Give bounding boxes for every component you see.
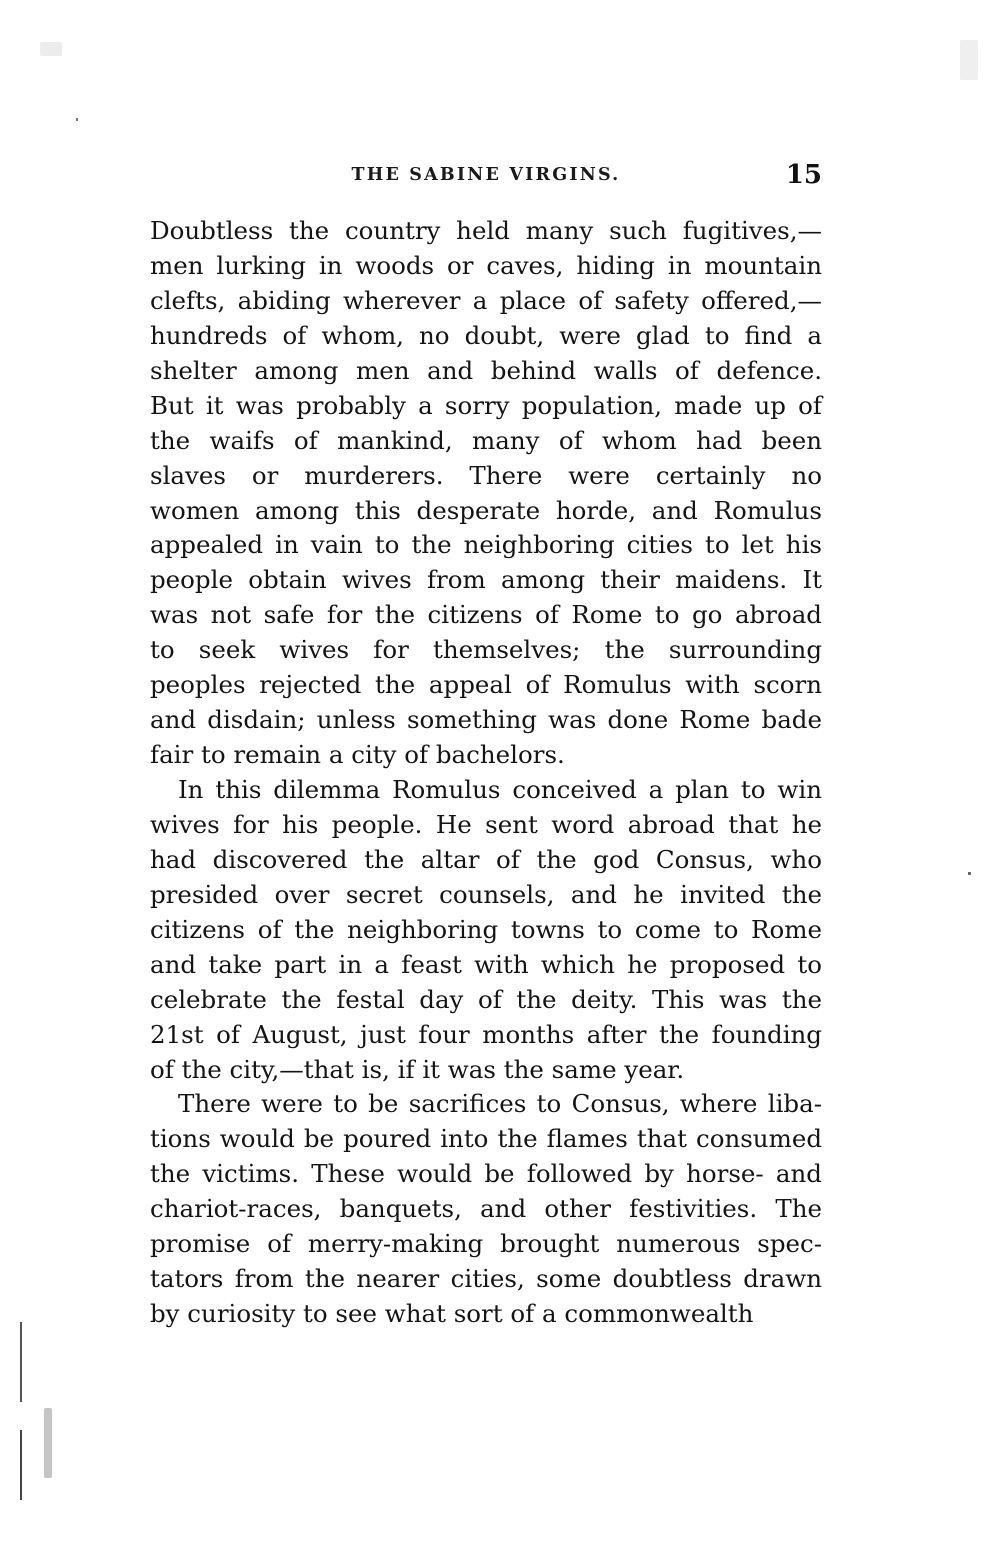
- scan-line-mark: [20, 1322, 22, 1402]
- scan-dot: [968, 872, 971, 875]
- text-line: by curiosity to see what sort of a commonwealth: [150, 1299, 754, 1329]
- text-line: men lurking in woods or caves, hiding in mountain: [150, 250, 822, 280]
- text-line: fair to remain a city of bachelors.: [150, 740, 565, 770]
- text-line: There were to be sacrifices to Consus, where liba-: [178, 1089, 822, 1119]
- text-line: shelter among men and behind walls of defence.: [150, 355, 822, 385]
- text-line: tions would be poured into the flames that consumed: [150, 1124, 822, 1154]
- text-line: the victims. These would be followed by horse- and: [150, 1159, 822, 1189]
- text-line: But it was probably a sorry population, made up of: [150, 390, 822, 420]
- paragraph: [150, 773, 822, 1087]
- text-line: wives for his people. He sent word abroad that he: [150, 809, 822, 839]
- text-line: and disdain; unless something was done Rome bade: [150, 705, 822, 735]
- text-line: of the city,—that is, if it was the same year.: [150, 1054, 685, 1084]
- paragraph: [150, 1087, 822, 1332]
- scan-line-mark: [20, 1430, 22, 1500]
- text-line: citizens of the neighboring towns to come to Rome: [150, 914, 822, 944]
- scan-speck: [40, 42, 62, 56]
- paragraph: [150, 214, 822, 773]
- text-line: the waifs of mankind, many of whom had been: [150, 425, 822, 455]
- scan-speck: [960, 40, 978, 80]
- scan-speck: [44, 1408, 52, 1478]
- scan-dot: [76, 118, 78, 121]
- text-line: Doubtless the country held many such fugitives,—: [150, 216, 822, 245]
- text-line: celebrate the festal day of the deity. This was the: [150, 984, 822, 1014]
- text-line: promise of merry-making brought numerous spec-: [150, 1229, 822, 1259]
- text-line: to seek wives for themselves; the surrounding: [150, 635, 822, 665]
- running-title: THE SABINE VIRGINS.: [351, 165, 621, 185]
- text-line: had discovered the altar of the god Consus, who: [150, 844, 822, 874]
- text-line: tators from the nearer cities, some doubtless drawn: [150, 1264, 822, 1294]
- body-text: [150, 214, 822, 1332]
- text-line: chariot-races, banquets, and other festivities. The: [150, 1194, 822, 1224]
- text-line: appealed in vain to the neighboring cities to let his: [150, 530, 822, 560]
- text-line: presided over secret counsels, and he invited the: [150, 879, 822, 909]
- text-line: people obtain wives from among their maidens. It: [150, 565, 822, 595]
- text-line: peoples rejected the appeal of Romulus with scorn: [150, 670, 822, 700]
- running-header: [150, 160, 822, 199]
- text-line: clefts, abiding wherever a place of safety offered,—: [150, 285, 822, 315]
- text-line: slaves or murderers. There were certainly no: [150, 460, 822, 490]
- text-line: hundreds of whom, no doubt, were glad to find a: [150, 320, 822, 350]
- text-line: and take part in a feast with which he proposed to: [150, 949, 822, 979]
- text-line: women among this desperate horde, and Romulus: [150, 495, 822, 525]
- text-line: 21st of August, just four months after the founding: [150, 1019, 822, 1049]
- text-line: In this dilemma Romulus conceived a plan to win: [178, 775, 822, 804]
- page-number: 15: [785, 160, 822, 190]
- text-line: was not safe for the citizens of Rome to go abroad: [150, 600, 822, 630]
